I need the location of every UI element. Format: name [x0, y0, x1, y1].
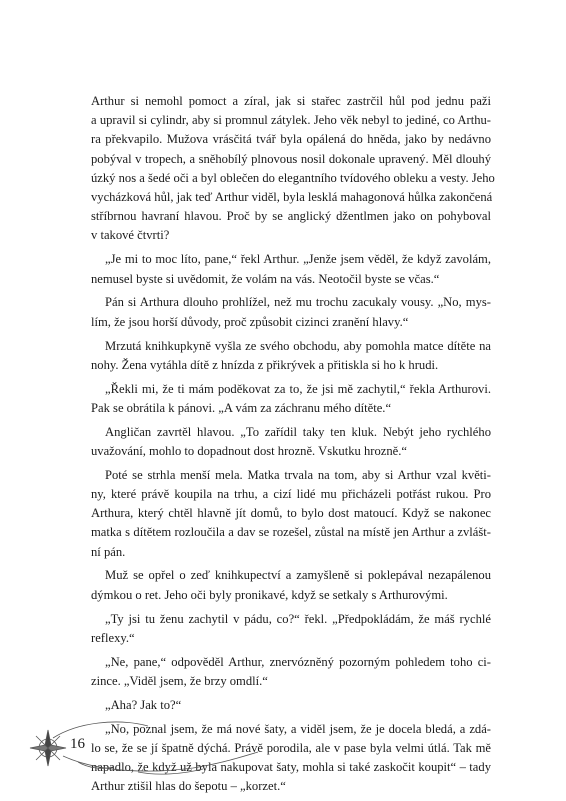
text-line: ní pán. [91, 544, 126, 559]
text-line: „No, poznal jsem, že má nové šaty, a viděl jsem, že je docela bledá, a zdá- [105, 721, 491, 736]
paragraph [91, 250, 491, 288]
text-line: ny, které právě koupila na trhu, a cizí lidé mu přicházeli potřást rukou. Pro [91, 486, 491, 501]
paragraph [91, 293, 491, 331]
paragraph [91, 380, 491, 418]
text-line: napadlo, že když už byla nakupovat šaty, mohla si také zaskočit koupit“ – tady [91, 760, 491, 775]
text-line: matka s dítětem rozloučila a dav se rozešel, zůstal na místě jen Arthur a zvlášt- [91, 525, 491, 540]
paragraph [91, 610, 491, 648]
text-line: ra překvapilo. Mužova vrásčitá tvář byla opálená do hněda, jako by nedávno [91, 132, 491, 147]
paragraph [91, 423, 491, 461]
text-line: nohy. Žena vytáhla dítě z hnízda z přikrývek a přitiskla si ho k hrudi. [91, 357, 439, 372]
text-line: zince. „Viděl jsem, že brzy omdlí.“ [91, 673, 268, 688]
text-line: vycházková hůl, jak teď Arthur viděl, byla lesklá mahagonová hůlka zakončená [91, 190, 493, 205]
paragraph [91, 466, 491, 562]
text-line: Arthura, který chtěl hlavně jít domů, to bylo dost matoucí. Když se nakonec [91, 506, 491, 521]
page-number: 16 [70, 736, 85, 752]
text-line: úzký nos a šedé oči a byl oblečen do elegantního tvídového obleku a vesty. Jeho [91, 170, 495, 185]
paragraph [91, 92, 495, 246]
text-line: lo se, že se jí špatně dýchá. Právě porodila, ale v pase byla velmi útlá. Tak mě [91, 740, 491, 755]
text-line: Muž se opřel o zeď knihkupectví a zamyšleně si poklepával nezapálenou [105, 568, 491, 583]
text-line: lím, že jsou horší důvody, proč způsobit cizinci zranění hlavy.“ [91, 314, 409, 329]
text-line: a upravil si cylindr, aby si promnul zátylek. Jeho věk nebyl to jediné, co Arthu- [91, 113, 491, 128]
text-line: stříbrnou havraní hlavou. Proč by se anglický džentlmen jako on pohyboval [91, 209, 491, 224]
text-line: reflexy.“ [91, 630, 135, 645]
text-line: „Řekli mi, že ti mám poděkovat za to, že jsi mě zachytil,“ řekla Arthurovi. [105, 381, 491, 396]
text-line: Pán si Arthura dlouho prohlížel, než mu trochu zacukaly vousy. „No, mys- [105, 295, 491, 310]
text-line: uvažování, mohlo to dopadnout dost hrozně. Vskutku hrozně.“ [91, 443, 407, 458]
text-line: Pak se obrátila k pánovi. „A vám za záchranu mého dítěte.“ [91, 400, 392, 415]
text-line: Poté se strhla menší mela. Matka trvala na tom, aby si Arthur vzal květi- [105, 467, 491, 482]
text-line: v takové čtvrti? [91, 228, 170, 243]
text-line: „Ne, pane,“ odpověděl Arthur, znervózněný pozorným pohledem toho ci- [105, 654, 491, 669]
paragraph [91, 337, 491, 375]
paragraph [91, 653, 491, 691]
body-text [91, 92, 495, 801]
text-line: „Aha? Jak to?“ [105, 697, 182, 712]
paragraph [91, 566, 491, 604]
text-line: nemusel byste si uvědomit, že volám na vás. Neotočil byste se včas.“ [91, 271, 440, 286]
text-line: Arthur si nemohl pomoct a zíral, jak si stařec zastrčil hůl pod jednu paži [91, 94, 491, 108]
text-line: Arthur ztišil hlas do šepotu – „korzet.“ [91, 779, 286, 794]
text-line: dýmkou o ret. Jeho oči byly pronikavé, když se setkaly s Arthurovými. [91, 587, 448, 602]
text-line: Mrzutá knihkupkyně vyšla ze svého obchodu, aby pomohla matce dítěte na [105, 338, 491, 353]
text-line: Angličan zavrtěl hlavou. „To zařídil taky ten kluk. Nebýt jeho rychlého [105, 424, 491, 439]
text-line: „Ty jsi tu ženu zachytil v pádu, co?“ řekl. „Předpokládám, že máš rychlé [105, 611, 491, 626]
text-line: pobýval v tropech, a sněhobílý plnovous nosil dokonale upravený. Měl dlouhý [91, 151, 491, 166]
compass-ornament-icon [18, 712, 268, 782]
text-line: „Je mi to moc líto, pane,“ řekl Arthur. „Jenže jsem věděl, že když zavolám, [105, 252, 491, 267]
